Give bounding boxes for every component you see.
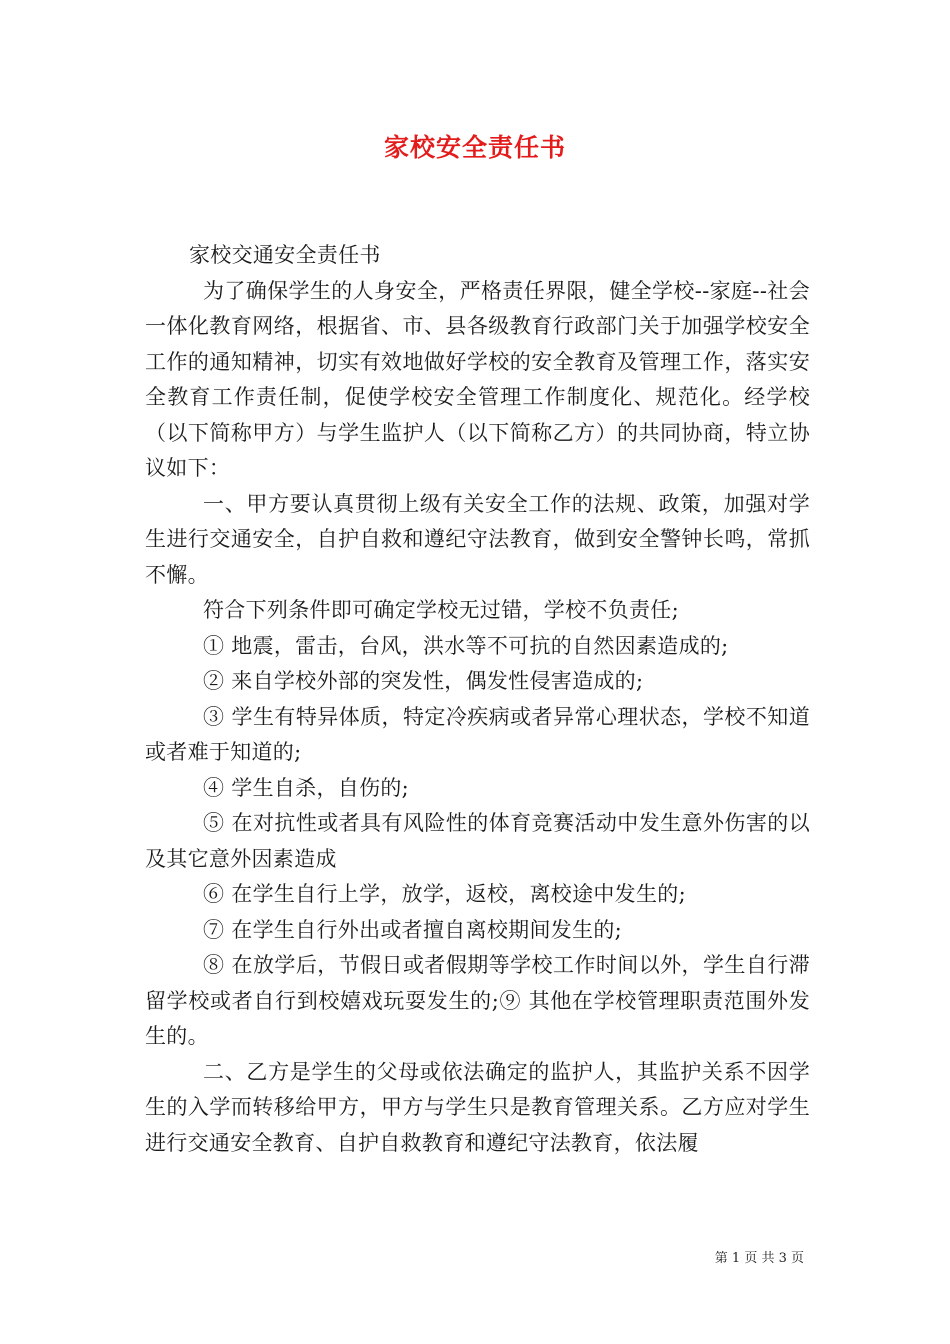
list-item-condition-8-9: ⑧ 在放学后，节假日或者假期等学校工作时间以外，学生自行滞留学校或者自行到校嬉戏玩耍发生的;⑨ 其他在学校管理职责范围外发生的。 <box>145 953 810 1048</box>
paragraph-clause-1: 一、甲方要认真贯彻上级有关安全工作的法规、政策，加强对学生进行交通安全，自护自救和遵纪守法教育，做到安全警钟长鸣，常抓不懈。 <box>145 491 810 587</box>
document-subtitle: 家校交通安全责任书 <box>189 243 381 267</box>
document-body <box>145 238 810 1161</box>
page-number: 第 1 页 共 3 页 <box>714 1251 804 1266</box>
list-item-condition-1: ① 地震，雷击，台风，洪水等不可抗的自然因素造成的; <box>203 633 729 658</box>
list-item-condition-5: ⑤ 在对抗性或者具有风险性的体育竞赛活动中发生意外伤害的以及其它意外因素造成 <box>145 811 810 871</box>
paragraph-intro: 为了确保学生的人身安全，严格责任界限，健全学校--家庭--社会一体化教育网络，根据省、市、县各级教育行政部门关于加强学校安全工作的通知精神，切实有效地做好学校的安全教育及管理工作，落实安全教育工作责任制，促使学校安全管理工作制度化、规范化。经学校（以下简称甲方）与学生监护人（以下简称乙方）的共同协商，特立协议如下： <box>145 278 810 480</box>
document-title: 家校安全责任书 <box>383 133 566 162</box>
list-item-condition-3: ③ 学生有特异体质，特定冷疾病或者异常心理状态，学校不知道或者难于知道的; <box>145 704 810 764</box>
list-item-condition-2: ② 来自学校外部的突发性，偶发性侵害造成的; <box>203 669 644 693</box>
list-item-condition-7: ⑦ 在学生自行外出或者擅自离校期间发生的; <box>203 917 623 942</box>
paragraph-conditions: 符合下列条件即可确定学校无过错，学校不负责任; <box>203 598 679 622</box>
list-item-condition-6: ⑥ 在学生自行上学，放学，返校，离校途中发生的; <box>203 882 686 906</box>
paragraph-clause-2: 二、乙方是学生的父母或依法确定的监护人，其监护关系不因学生的入学而转移给甲方，甲方与学生只是教育管理关系。乙方应对学生进行交通安全教育、自护自救教育和遵纪守法教育，依法履 <box>145 1059 810 1155</box>
list-item-condition-4: ④ 学生自杀，自伤的; <box>203 775 410 800</box>
